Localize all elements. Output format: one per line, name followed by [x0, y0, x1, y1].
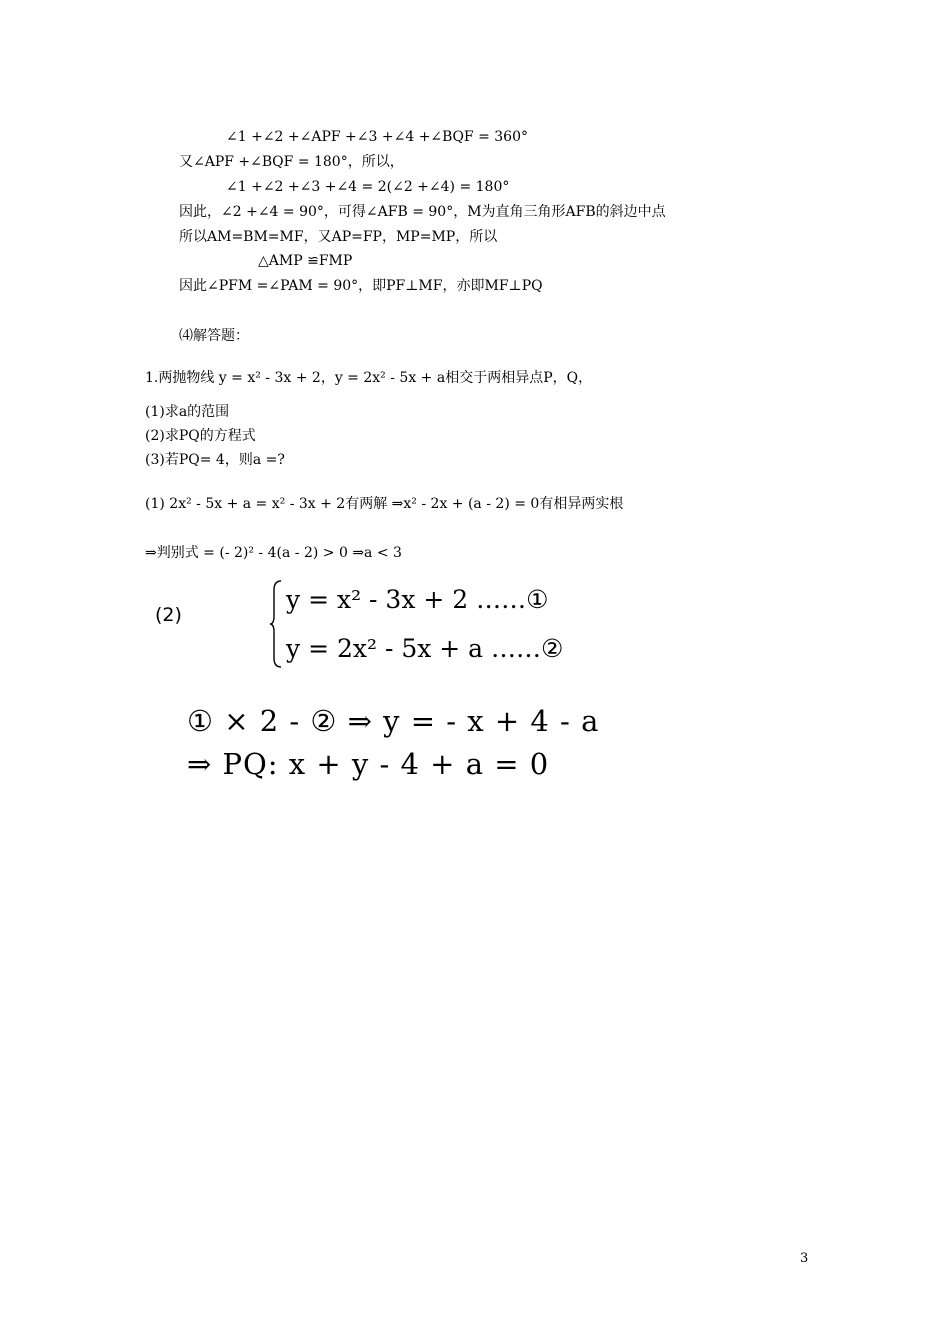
result-line-1: ① × 2 - ② ⇒ y = - x + 4 - a [187, 704, 600, 738]
section-heading: ⑷解答题： [179, 328, 249, 344]
solution-part1-line1: (1) 2x² - 5x + a = x² - 3x + 2有两解 ⇒x² - 2x + (a - 2) = 0有相异两实根 [145, 496, 624, 512]
solution-part2-label: (2) [155, 604, 182, 626]
result-line-2-pq-equation: ⇒ PQ: x + y - 4 + a = 0 [187, 747, 550, 781]
question-1: (1)求a的范围 [145, 404, 230, 420]
system-brace-icon [270, 580, 282, 668]
proof-line-6-congruence: △AMP ≌FMP [258, 253, 353, 269]
system-equation-2: y = 2x² - 5x + a ……② [286, 634, 564, 663]
proof-line-3: ∠1 +∠2 +∠3 +∠4 = 2(∠2 +∠4) = 180° [226, 179, 510, 195]
question-3: (3)若PQ= 4，则a =? [145, 452, 285, 468]
proof-line-1: ∠1 +∠2 +∠APF +∠3 +∠4 +∠BQF = 360° [226, 129, 528, 145]
page-number: 3 [800, 1251, 809, 1266]
proof-line-2: 又∠APF +∠BQF = 180°，所以， [179, 154, 404, 170]
proof-line-5: 所以AM=BM=MF，又AP=FP，MP=MP，所以 [179, 229, 498, 245]
system-equation-1: y = x² - 3x + 2 ……① [286, 585, 549, 614]
proof-line-4: 因此，∠2 +∠4 = 90°，可得∠AFB = 90°，M为直角三角形AFB的斜边中点 [179, 204, 666, 220]
question-2: (2)求PQ的方程式 [145, 428, 256, 444]
proof-line-7: 因此∠PFM =∠PAM = 90°，即PF⊥MF，亦即MF⊥PQ [179, 278, 543, 294]
solution-part1-line2: ⇒判别式 = (- 2)² - 4(a - 2) > 0 ⇒a < 3 [145, 545, 402, 561]
problem-statement: 1.两抛物线 y = x² - 3x + 2，y = 2x² - 5x + a相交于两相异点P，Q， [145, 370, 593, 386]
